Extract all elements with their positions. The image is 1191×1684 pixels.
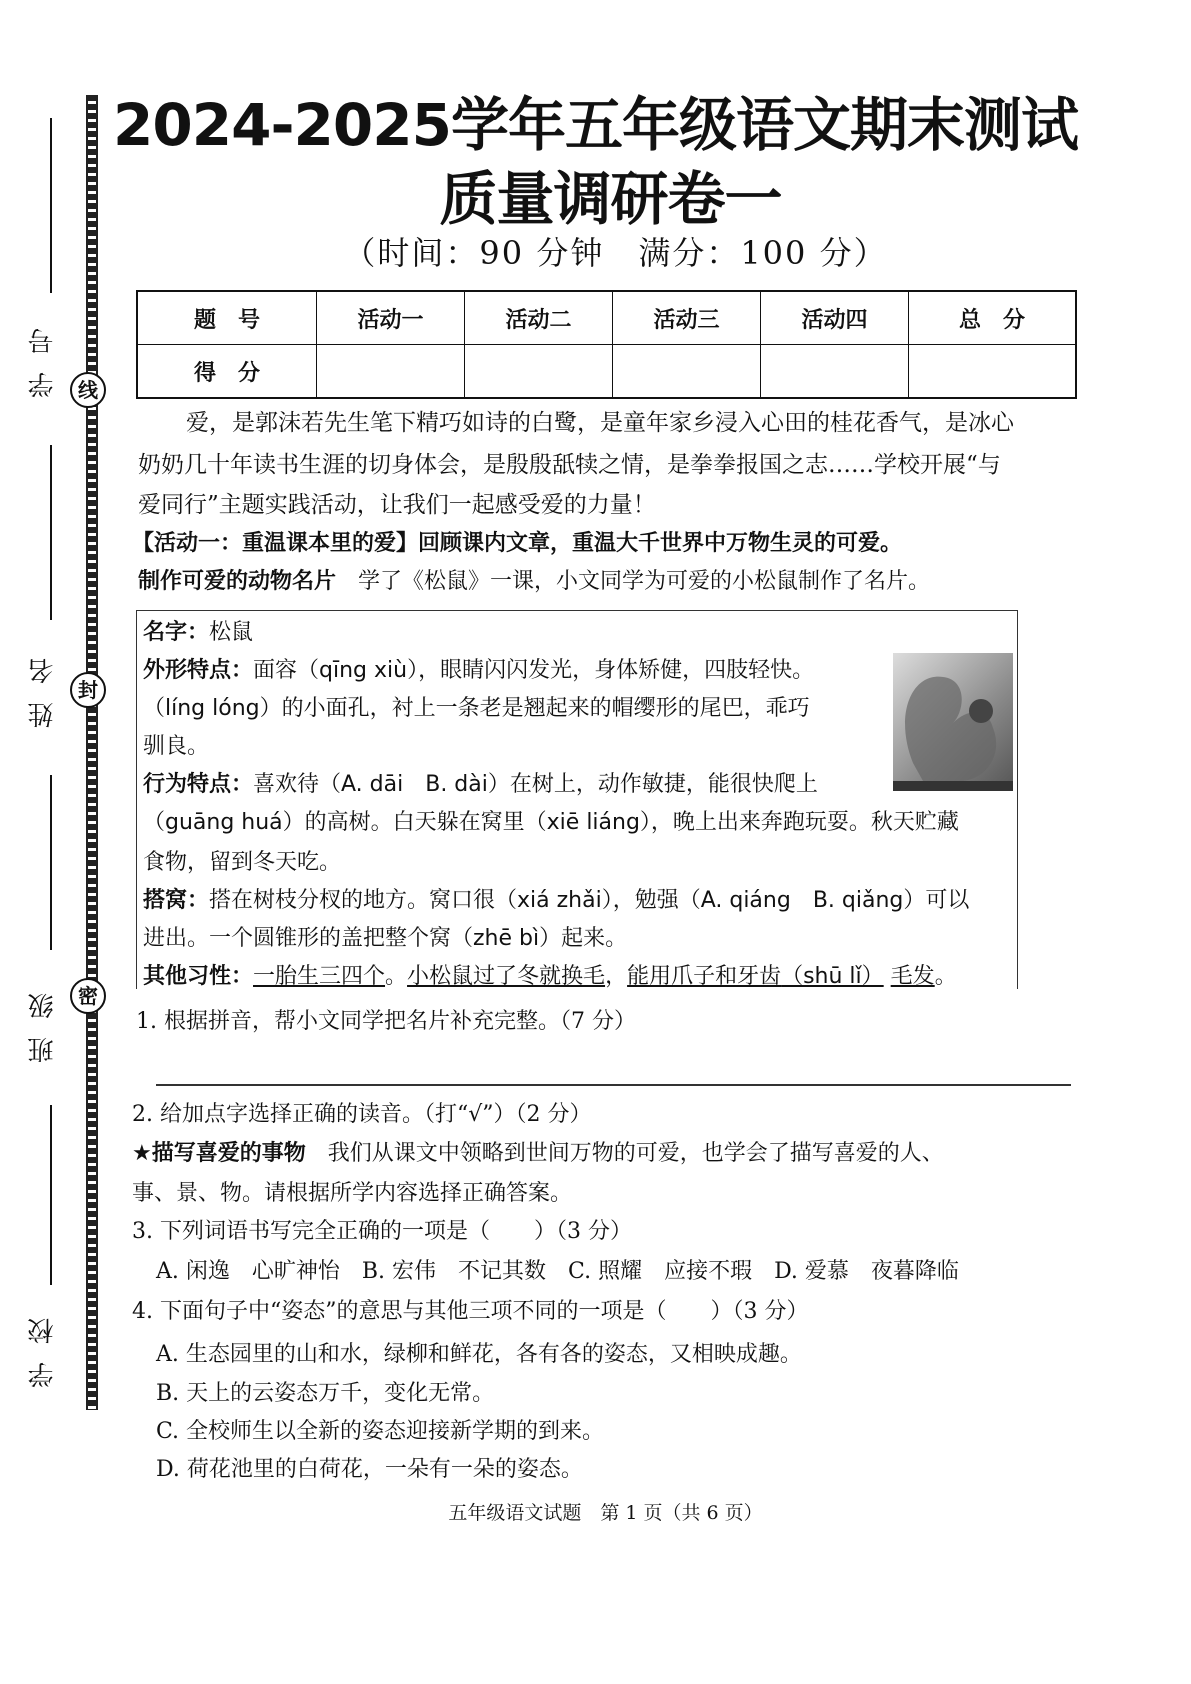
score-cell[interactable] — [761, 345, 909, 399]
card-label: 名字： — [143, 620, 210, 645]
score-cell[interactable] — [317, 345, 465, 399]
card-label: 行为特点： — [143, 772, 254, 797]
seal-secret: 密 — [70, 978, 106, 1014]
card-text: （líng lóng）的小面孔，衬上一条老是翘起来的帽缨形的尾巴，乖巧 — [143, 696, 810, 721]
score-cell[interactable] — [465, 345, 613, 399]
score-header: 活动一 — [317, 291, 465, 345]
score-cell[interactable] — [909, 345, 1077, 399]
habit: （shū lǐ） — [781, 964, 884, 989]
habit: 一胎生三四个 — [253, 964, 386, 989]
score-header: 活动三 — [613, 291, 761, 345]
section2-title: ★描写喜爱的事物 — [132, 1141, 306, 1166]
activity1-heading-line — [132, 526, 902, 557]
field-line — [50, 1105, 52, 1285]
score-header: 活动二 — [465, 291, 613, 345]
card-text: 进出。一个圆锥形的盖把整个窝（zhē bì）起来。 — [143, 926, 628, 951]
task-line — [138, 564, 930, 595]
question-4-option-a: A. 生态园里的山和水，绿柳和鲜花，各有各的姿态，又相映成趣。 — [156, 1342, 802, 1367]
answer-line[interactable] — [156, 1084, 1071, 1086]
score-header: 题 号 — [137, 291, 317, 345]
field-label-class: 班级 — [28, 975, 58, 1063]
binding-strip — [86, 95, 98, 1410]
card-label: 搭窝： — [143, 888, 210, 913]
card-label: 外形特点： — [143, 658, 254, 683]
question-3-options: A. 闲逸 心旷神怡 B. 宏伟 不记其数 C. 照耀 应接不瑕 D. 爱慕 夜暮降临 — [156, 1259, 959, 1284]
score-header: 总 分 — [909, 291, 1077, 345]
card-text: 搭在树枝分杈的地方。窝口很（xiá zhǎi），勉强（A. qiáng B. qiǎng）可以 — [209, 888, 970, 913]
question-4-option-d: D. 荷花池里的白荷花，一朵有一朵的姿态。 — [156, 1457, 583, 1482]
intro-line: 爱同行”主题实践活动，让我们一起感受爱的力量！ — [138, 492, 656, 518]
score-table — [136, 290, 1077, 399]
question-4-option-c: C. 全校师生以全新的姿态迎接新学期的到来。 — [156, 1419, 605, 1444]
intro-line: 奶奶几十年读书生涯的切身体会，是殷殷舐犊之情，是拳拳报国之志……学校开展“与 — [138, 452, 1001, 478]
section2-desc: 我们从课文中领略到世间万物的可爱，也学会了描写喜爱的人、 — [305, 1141, 944, 1166]
section2-line — [132, 1136, 944, 1167]
squirrel-photo — [893, 653, 1013, 791]
card-name: 松鼠 — [209, 620, 254, 645]
score-row-label: 得 分 — [137, 345, 317, 399]
question-2: 2. 给加点字选择正确的读音。（打“√”）（2 分） — [132, 1102, 592, 1127]
question-4-option-b: B. 天上的云姿态万千，变化无常。 — [156, 1381, 495, 1406]
field-line — [50, 775, 52, 950]
field-label-school: 学校 — [28, 1300, 58, 1388]
seal-seal: 封 — [70, 672, 106, 708]
question-1: 1. 根据拼音，帮小文同学把名片补充完整。（7 分） — [136, 1009, 636, 1034]
card-text: （guāng huá）的高树。白天躲在窝里（xiē liáng），晚上出来奔跑玩耍。秋天贮藏 — [143, 810, 959, 835]
task-desc: 学了《松鼠》一课，小文同学为可爱的小松鼠制作了名片。 — [336, 569, 931, 594]
card-text: 喜欢待（A. dāi B. dài）在树上，动作敏捷，能很快爬上 — [253, 772, 818, 797]
field-label-name: 姓名 — [28, 640, 58, 728]
card-label: 其他习性： — [143, 964, 254, 989]
question-3: 3. 下列词语书写完全正确的一项是（ ）（3 分） — [132, 1219, 632, 1244]
page-footer: 五年级语文试题 第 1 页（共 6 页） — [448, 1502, 763, 1524]
field-line — [50, 445, 52, 620]
card-text: 面容（qīng xiù），眼睛闪闪发光，身体矫健，四肢轻快。 — [253, 658, 815, 683]
card-text: 驯良。 — [143, 734, 210, 759]
intro-line: 爱，是郭沫若先生笔下精巧如诗的白鹭，是童年家乡浸入心田的桂花香气，是冰心 — [186, 410, 1014, 436]
section2-desc: 事、景、物。请根据所学内容选择正确答案。 — [132, 1181, 573, 1206]
score-cell[interactable] — [613, 345, 761, 399]
score-header: 活动四 — [761, 291, 909, 345]
task-title: 制作可爱的动物名片 — [138, 569, 337, 594]
question-4: 4. 下面句子中“姿态”的意思与其他三项不同的一项是（ ）（3 分） — [132, 1299, 809, 1324]
habit: 毛发 — [890, 964, 935, 989]
page-title: 2024-2025学年五年级语文期末测试 — [113, 91, 1078, 159]
exam-meta: （时间：90 分钟 满分：100 分） — [343, 234, 888, 272]
page-subtitle: 质量调研卷一 — [439, 165, 782, 233]
activity1-desc: 回顾课内文章，重温大千世界中万物生灵的可爱。 — [418, 531, 903, 556]
seal-line: 线 — [70, 372, 106, 408]
activity1-heading: 【活动一：重温课本里的爱】 — [132, 531, 419, 556]
habit: 能用爪子和牙齿 — [627, 964, 782, 989]
card-text: 食物，留到冬天吃。 — [143, 850, 342, 875]
field-label-student-id: 学号 — [28, 310, 58, 398]
habit: 小松鼠过了冬就换毛 — [407, 964, 606, 989]
animal-name-card: 名字：松鼠 外形特点：面容（qīng xiù），眼睛闪闪发光，身体矫健，四肢轻快。 （líng lóng）的小面孔，衬上一条老是翘起来的帽缨形的尾巴，乖巧 驯良。 行为特点：喜欢待（A. dāi B. dài）在树上，动作敏捷，能很快爬上 （guāng huá）的高树。白天躲在窝里（xiē liáng），晚上出来奔跑玩耍。秋天贮藏 食物，留到冬天吃。 搭窝：搭在树枝分杈的地方。窝口很（xiá zhǎi），勉强（A. qiáng B. qiǎng）可以 进出。一个圆锥形的盖把整个窝（zhē bì）起来。 其他习性：一胎生三四个。小松鼠过了冬就换毛，能用爪子和牙齿（shū lǐ） 毛发。 — [136, 610, 1018, 989]
